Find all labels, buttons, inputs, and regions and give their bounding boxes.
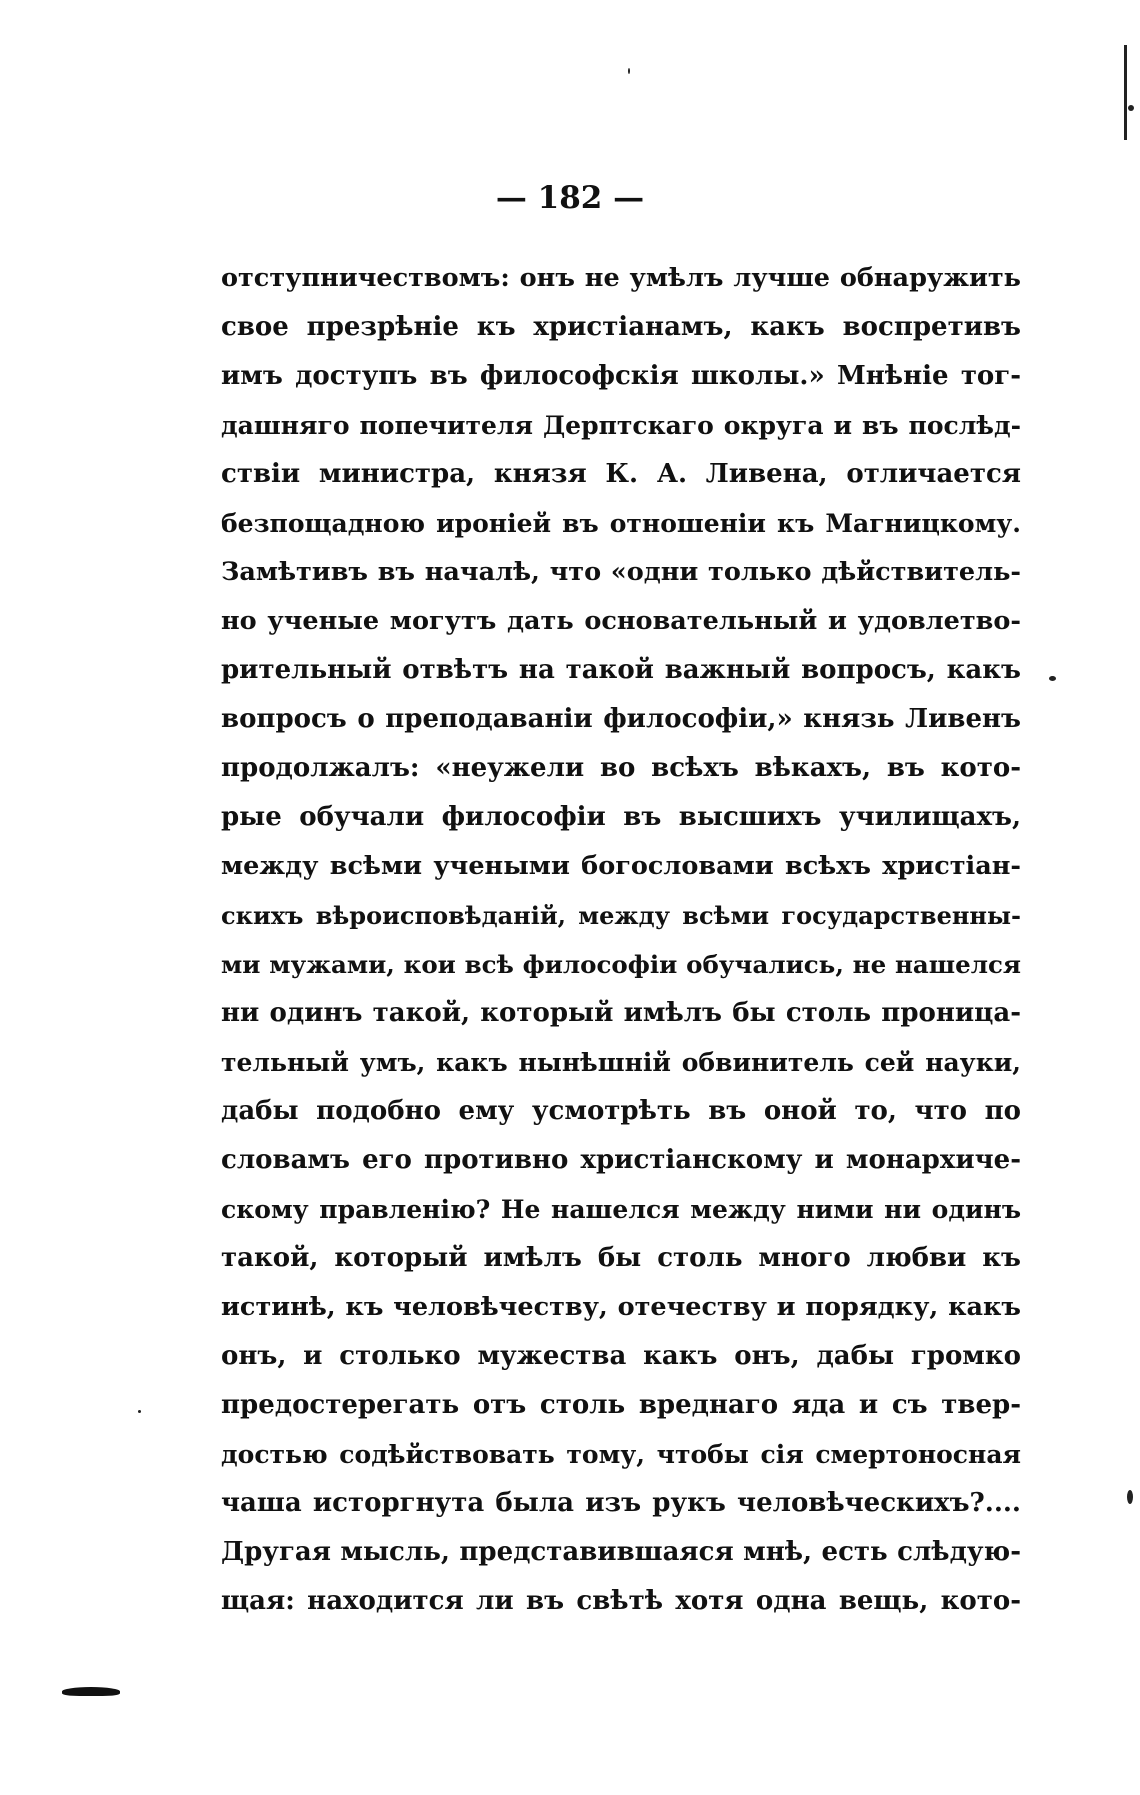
body-text: [221, 254, 1021, 1626]
text-line: вопросъ о преподаваніи философіи,» князь Ливенъ: [221, 704, 1021, 734]
text-line: ми мужами, кои всѣ философіи обучались, не нашелся: [221, 950, 1021, 979]
text-line: Замѣтивъ въ началѣ, что «одни только дѣйствитель-: [221, 557, 1021, 587]
scan-speck: [1127, 1490, 1133, 1504]
text-line: щая: находится ли въ свѣтѣ хотя одна вещь, кото-: [221, 1586, 1021, 1616]
text-line: рительный отвѣтъ на такой важный вопросъ, какъ: [221, 655, 1021, 685]
text-line: рые обучали философіи въ высшихъ училищахъ,: [221, 802, 1021, 832]
text-line: продолжалъ: «неужели во всѣхъ вѣкахъ, въ кото-: [221, 753, 1021, 783]
text-line: достью содѣйствовать тому, чтобы сія смертоносная: [221, 1440, 1021, 1469]
scan-speck: [138, 1410, 141, 1413]
text-line: безпощадною ироніей въ отношеніи къ Магницкому.: [221, 509, 1021, 538]
text-line: Другая мысль, представившаяся мнѣ, есть слѣдую-: [221, 1537, 1021, 1567]
text-line: свое презрѣніе къ христіанамъ, какъ воспретивъ: [221, 312, 1021, 342]
scan-speck: [1049, 676, 1056, 681]
text-line: истинѣ, къ человѣчеству, отечеству и порядку, какъ: [221, 1292, 1021, 1322]
text-line: тельный умъ, какъ нынѣшній обвинитель сей науки,: [221, 1048, 1021, 1077]
scan-speck: [628, 68, 630, 74]
text-line: ни одинъ такой, который имѣлъ бы столь проница-: [221, 998, 1021, 1028]
text-line: отступничествомъ: онъ не умѣлъ лучше обнаружить: [221, 263, 1021, 293]
page-number: — 182 —: [495, 180, 645, 216]
text-line: скому правленію? Не нашелся между ними ни одинъ: [221, 1195, 1021, 1224]
text-line: предостерегать отъ столь вреднаго яда и съ твер-: [221, 1390, 1021, 1420]
text-line: между всѣми учеными богословами всѣхъ христіан-: [221, 851, 1021, 881]
text-line: такой, который имѣлъ бы столь много любви къ: [221, 1243, 1021, 1273]
scan-bottom-artifact: [62, 1687, 120, 1696]
text-line: скихъ вѣроисповѣданій, между всѣми государственны-: [221, 901, 1021, 930]
scan-edge-artifact: [1124, 45, 1127, 140]
text-line: дабы подобно ему усмотрѣть въ оной то, что по: [221, 1096, 1021, 1126]
scan-speck: [1128, 105, 1134, 111]
text-line: чаша исторгнута была изъ рукъ человѣческихъ?....: [221, 1488, 1021, 1518]
text-line: дашняго попечителя Дерптскаго округа и въ послѣд-: [221, 411, 1021, 440]
text-line: онъ, и столько мужества какъ онъ, дабы громко: [221, 1341, 1021, 1371]
text-line: ствіи министра, князя К. А. Ливена, отличается: [221, 459, 1021, 489]
text-line: но ученые могутъ дать основательный и удовлетво-: [221, 606, 1021, 636]
text-line: имъ доступъ въ философскія школы.» Мнѣніе тог-: [221, 361, 1021, 391]
text-line: словамъ его противно христіанскому и монархиче-: [221, 1145, 1021, 1175]
